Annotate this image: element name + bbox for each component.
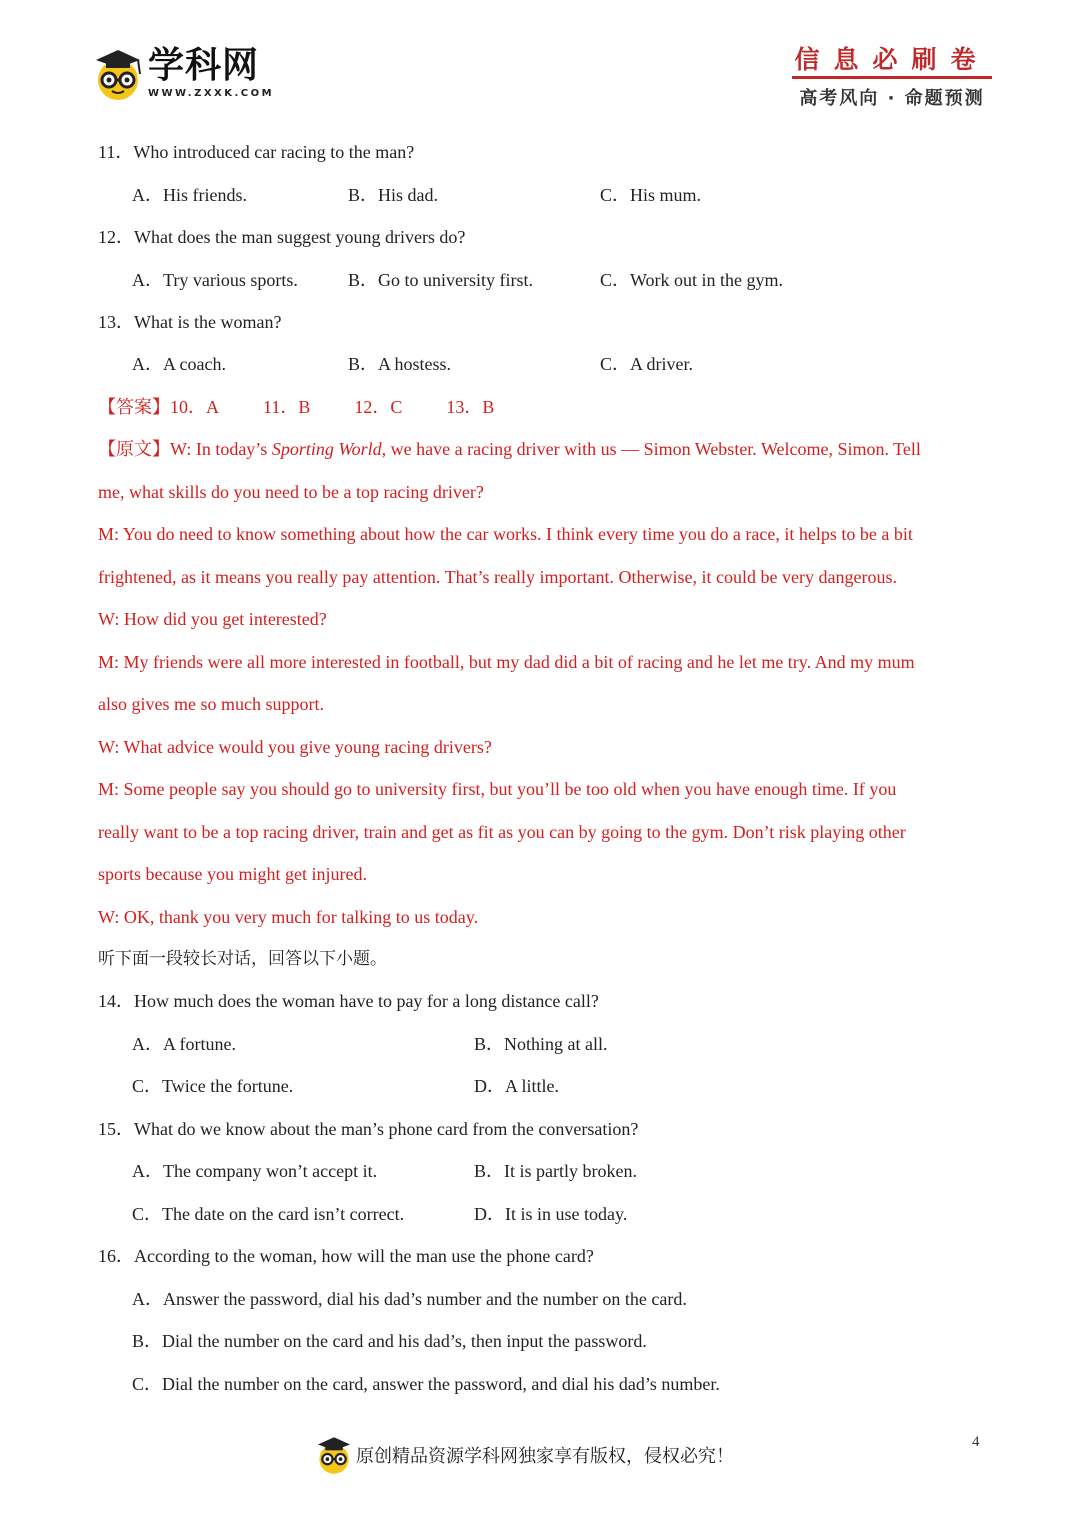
answer-label: 【答案】 <box>98 397 170 417</box>
question-option: A．Answer the password, dial his dad’s number and the number on the card. <box>132 1289 687 1309</box>
question-stem: 16．According to the woman, how will the man use the phone card? <box>98 1246 594 1266</box>
page-footer <box>0 1430 1080 1490</box>
question-option: C．His mum. <box>600 185 702 205</box>
answer-item: 11．B <box>263 397 311 417</box>
mascot-icon <box>92 44 144 102</box>
transcript-line: M: Some people say you should go to university first, but you’ll be too old when you have enough time. If you <box>98 779 897 799</box>
question-option: B．His dad. <box>348 185 438 205</box>
transcript-line: W: What advice would you give young racing drivers? <box>98 737 492 757</box>
question-option: A．A fortune. <box>132 1034 236 1054</box>
brand-badge <box>790 40 994 112</box>
transcript-text: , we have a racing driver with us — Simon Webster. Welcome, Simon. Tell <box>381 439 921 459</box>
question-stem: 12．What does the man suggest young drivers do? <box>98 227 466 247</box>
transcript-line: sports because you might get injured. <box>98 864 367 884</box>
zxxk-logo <box>92 44 282 104</box>
logo-url: WWW.ZXXK.COM <box>148 88 275 99</box>
answer-item: 13．B <box>446 397 495 417</box>
question-option: C．Work out in the gym. <box>600 270 784 290</box>
transcript-label: 【原文】 <box>98 439 170 459</box>
mascot-icon <box>315 1432 353 1476</box>
question-option: D．It is in use today. <box>474 1204 628 1224</box>
show-title: Sporting World <box>271 439 382 459</box>
question-option: B．Go to university first. <box>348 270 533 290</box>
brand-title: 信息必刷卷 <box>794 45 990 74</box>
question-option: C．Dial the number on the card, answer the password, and dial his dad’s number. <box>132 1374 720 1394</box>
transcript-text: W: In today’s <box>170 439 272 459</box>
question-option: A．Try various sports. <box>132 270 298 290</box>
question-option: C．Twice the fortune. <box>132 1076 294 1096</box>
question-option: B．Dial the number on the card and his dad’s, then input the password. <box>132 1331 647 1351</box>
transcript-line: M: You do need to know something about how the car works. I think every time you do a race, it helps to be a bit <box>98 524 913 544</box>
question-stem: 14．How much does the woman have to pay for a long distance call? <box>98 991 599 1011</box>
transcript-line: frightened, as it means you really pay attention. That’s really important. Otherwise, it could be very dangerous. <box>98 567 897 587</box>
page-number: 4 <box>972 1434 980 1450</box>
question-option: A．A coach. <box>132 354 226 374</box>
transcript-first-line <box>98 437 921 461</box>
page-header <box>0 0 1080 130</box>
question-option: D．A little. <box>474 1076 559 1096</box>
transcript-line: W: How did you get interested? <box>98 609 327 629</box>
brand-divider <box>792 76 992 79</box>
logo-text: 学科网 <box>148 45 260 86</box>
question-option: A．The company won’t accept it. <box>132 1161 378 1181</box>
section-instruction: 听下面一段较长对话，回答以下小题。 <box>98 949 387 969</box>
question-option: A．His friends. <box>132 185 247 205</box>
question-option: B．It is partly broken. <box>474 1161 637 1181</box>
question-option: C．A driver. <box>600 354 693 374</box>
question-option: B．Nothing at all. <box>474 1034 608 1054</box>
question-option: C．The date on the card isn’t correct. <box>132 1204 405 1224</box>
transcript-line: also gives me so much support. <box>98 694 324 714</box>
answer-item: 10．A <box>170 397 219 417</box>
transcript-line: me, what skills do you need to be a top racing driver? <box>98 482 484 502</box>
answer-line <box>98 395 494 419</box>
transcript-line: W: OK, thank you very much for talking to us today. <box>98 907 479 927</box>
transcript-line: M: My friends were all more interested in football, but my dad did a bit of racing and he let me try. And my mum <box>98 652 915 672</box>
answer-item: 12．C <box>354 397 403 417</box>
copyright-notice: 原创精品资源学科网独家享有版权，侵权必究！ <box>356 1446 734 1467</box>
brand-subtitle: 高考风向 · 命题预测 <box>799 88 985 109</box>
transcript-line: really want to be a top racing driver, train and get as fit as you can by going to the gym. Don’t risk playing other <box>98 822 906 842</box>
question-stem: 11．Who introduced car racing to the man? <box>98 142 415 162</box>
question-stem: 13．What is the woman? <box>98 312 282 332</box>
question-stem: 15．What do we know about the man’s phone card from the conversation? <box>98 1119 639 1139</box>
question-option: B．A hostess. <box>348 354 452 374</box>
